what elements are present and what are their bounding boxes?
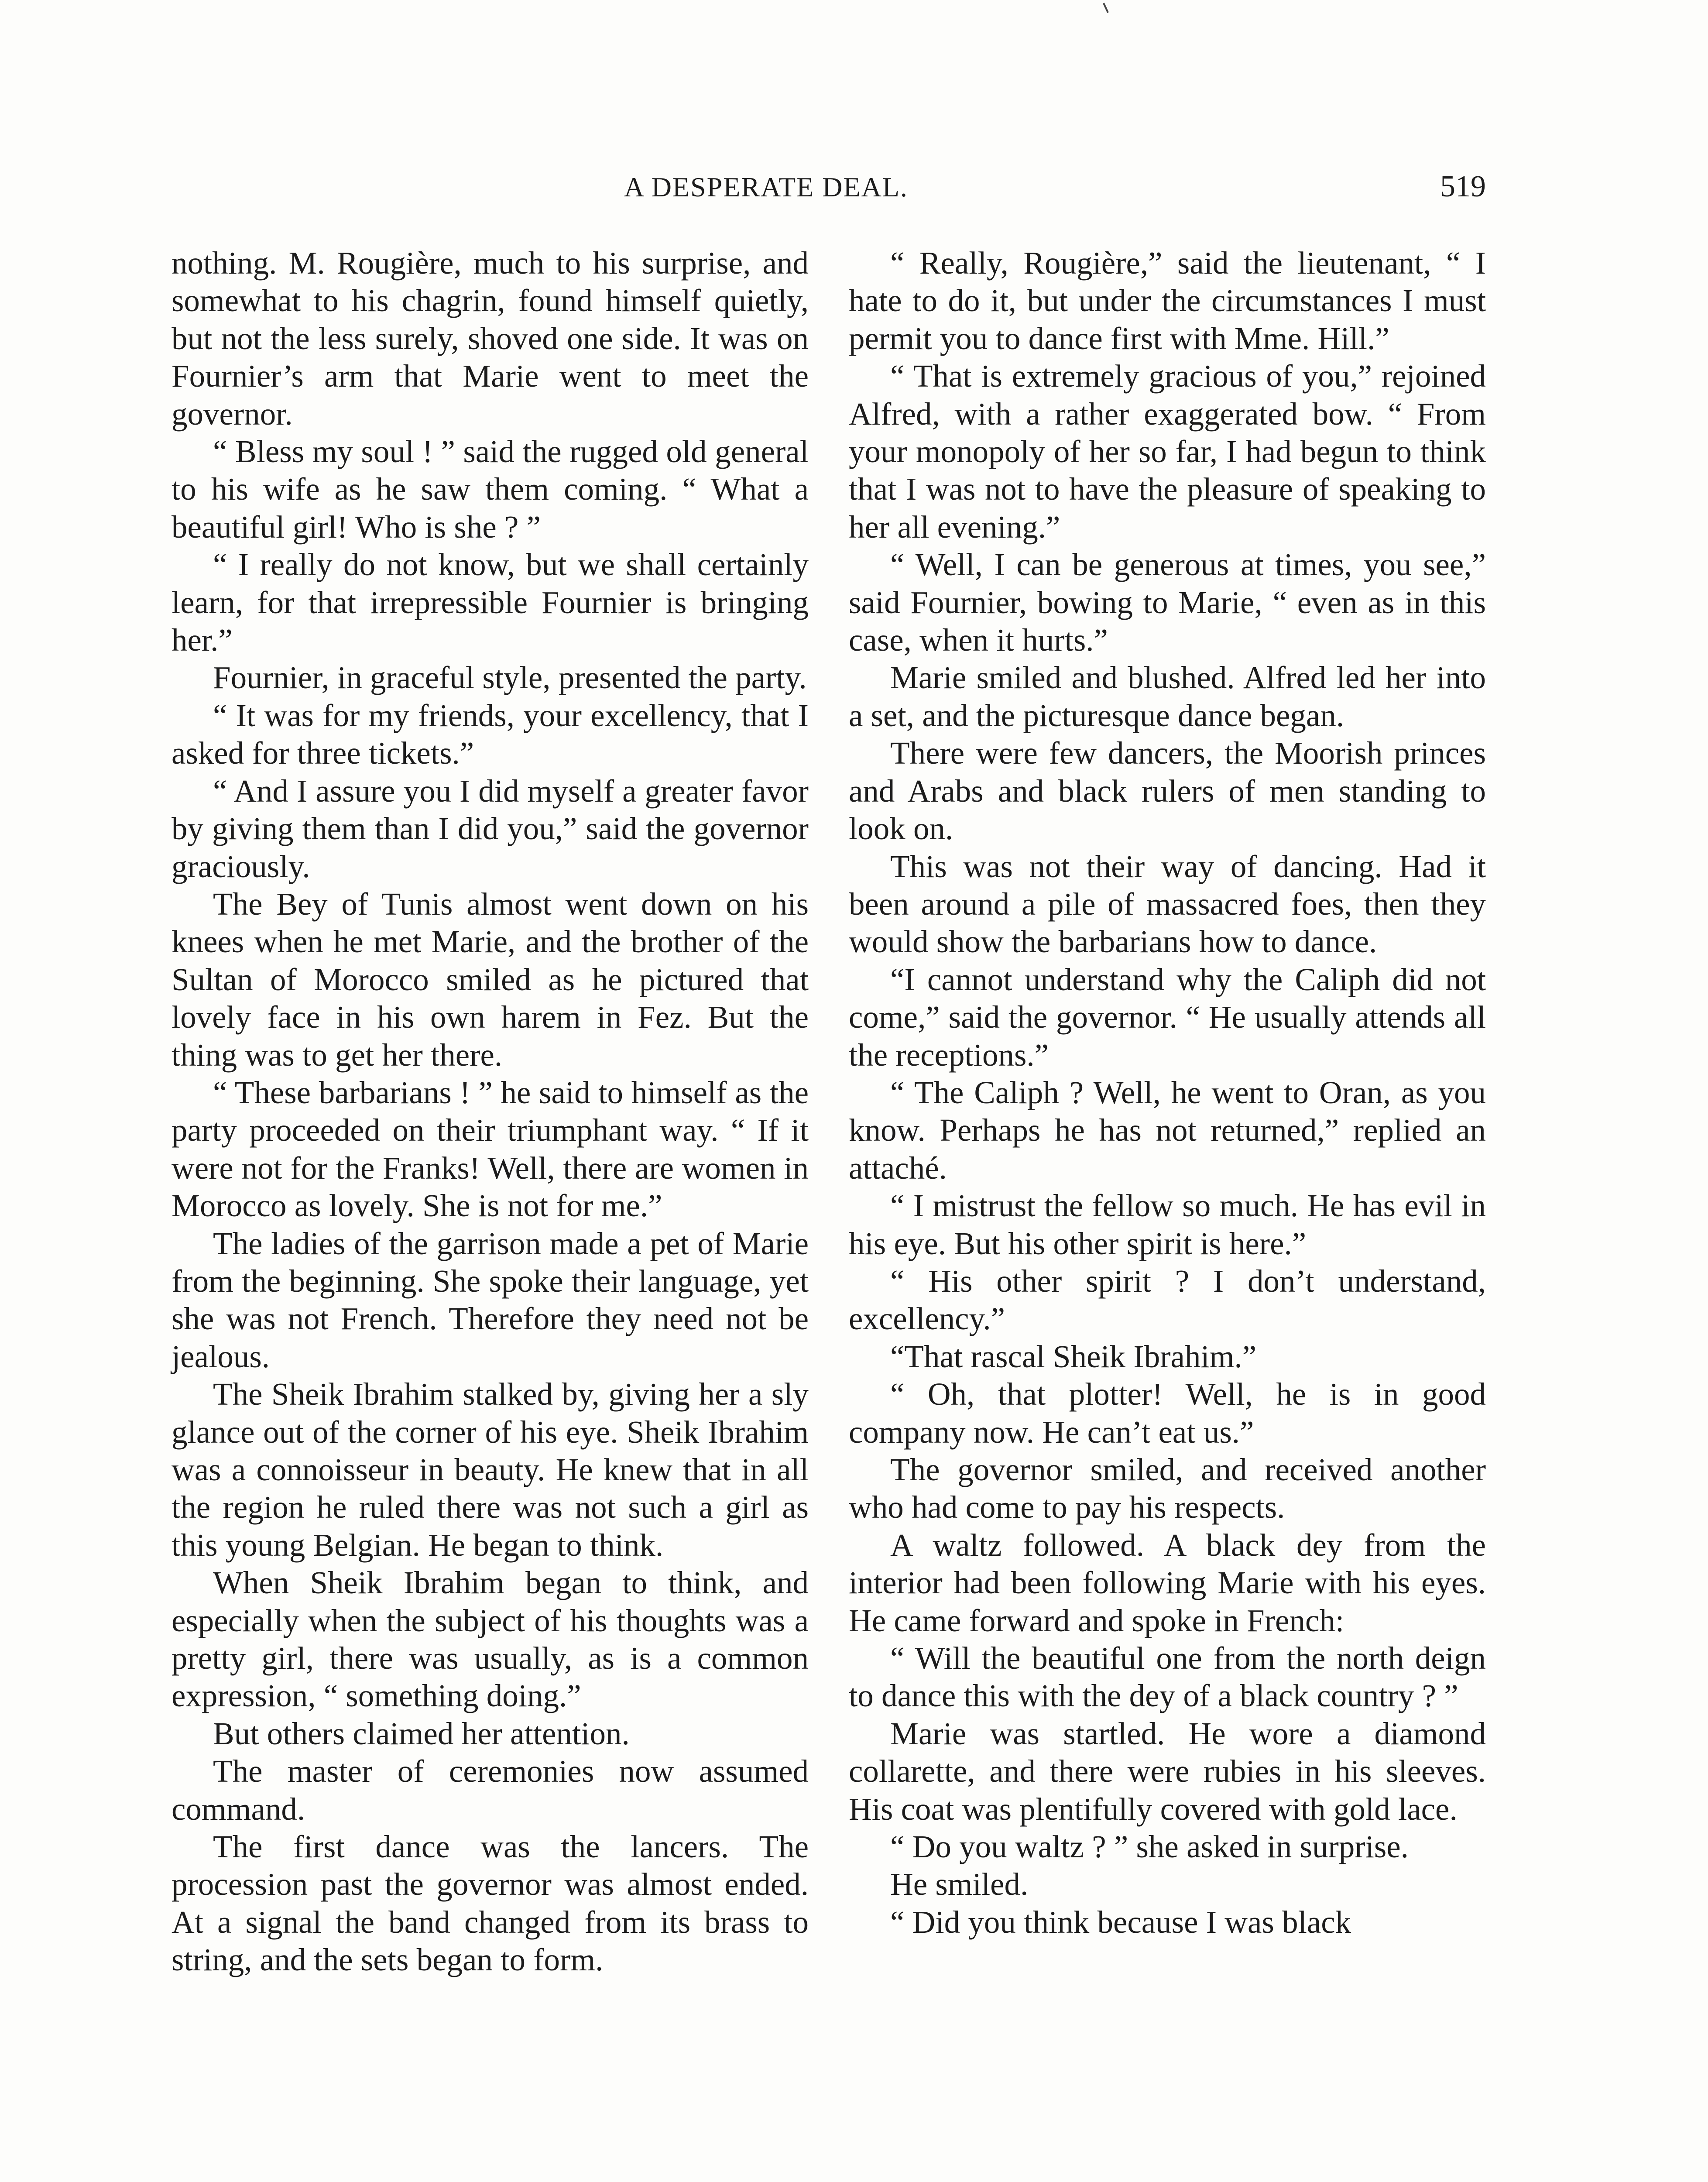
paragraph: “ These barbarians ! ” he said to himself as the party proceeded on their triumphant way. “ If it were not for the Franks! Well, there are women in Morocco as lovely. She is not for me.”: [171, 1074, 809, 1224]
paragraph: “That rascal Sheik Ibrahim.”: [890, 1338, 1257, 1374]
paragraph: There were few dancers, the Moorish princes and Arabs and black rulers of men standing to look on.: [849, 735, 1486, 847]
paragraph: “ Oh, that plotter! Well, he is in good company now. He can’t eat us.”: [849, 1376, 1486, 1450]
paragraph: Fournier, in graceful style, presented the party.: [213, 660, 807, 696]
paragraph: Marie smiled and blushed. Alfred led her into a set, and the picturesque dance began.: [849, 660, 1486, 733]
paragraph: “ I really do not know, but we shall certainly learn, for that irrepressible Fournier is bringing her.”: [171, 547, 809, 658]
paragraph: The Sheik Ibrahim stalked by, giving her a sly glance out of the corner of his eye. Sheik Ibrahim was a connoisseur in beauty. He knew that in all the region he ruled there was not such a girl as this young Belgian. He began to think.: [171, 1376, 809, 1563]
paragraph: The ladies of the garrison made a pet of Marie from the beginning. She spoke their language, yet she was not French. Therefore they need not be jealous.: [171, 1225, 809, 1374]
paragraph: “ And I assure you I did myself a greater favor by giving them than I did you,” said the governor graciously.: [171, 773, 809, 884]
paragraph: But others claimed her attention.: [213, 1715, 630, 1751]
paragraph: This was not their way of dancing. Had it been around a pile of massacred foes, then they would show the barbarians how to dance.: [849, 848, 1486, 960]
paragraph: “ Bless my soul ! ” said the rugged old general to his wife as he saw them coming. “ What a beautiful girl! Who is she ? ”: [171, 434, 809, 545]
paragraph: “ It was for my friends, your excellency, that I asked for three tickets.”: [171, 697, 809, 771]
paragraph: The first dance was the lancers. The procession past the governor was almost ended. At a signal the band changed from its brass to string, and the sets began to form.: [171, 1829, 809, 1978]
paragraph: “ Do you waltz ? ” she asked in surprise.: [890, 1829, 1409, 1865]
paragraph: “ The Caliph ? Well, he went to Oran, as you know. Perhaps he has not returned,” replied an attaché.: [849, 1074, 1486, 1186]
paragraph: “ Will the beautiful one from the north deign to dance this with the dey of a black country ? ”: [849, 1640, 1486, 1714]
paragraph: “ Well, I can be generous at times, you see,” said Fournier, bowing to Marie, “ even as in this case, when it hurts.”: [849, 547, 1486, 658]
paragraph: Marie was startled. He wore a diamond collarette, and there were rubies in his sleeves. His coat was plentifully covered with gold lace.: [849, 1715, 1486, 1827]
left-text-column: [171, 244, 809, 1979]
paragraph: “ Did you think because I was black: [890, 1904, 1351, 1940]
paragraph: The Bey of Tunis almost went down on his knees when he met Marie, and the brother of the Sultan of Morocco smiled as he pictured that lovely face in his own harem in Fez. But the thing was to get her there.: [171, 886, 809, 1073]
paragraph: “I cannot understand why the Caliph did not come,” said the governor. “ He usually attends all the receptions.”: [849, 961, 1486, 1073]
running-header-title: A DESPERATE DEAL.: [624, 172, 908, 202]
paragraph: “ I mistrust the fellow so much. He has evil in his eye. But his other spirit is here.”: [849, 1188, 1486, 1261]
paragraph: nothing. M. Rougière, much to his surprise, and somewhat to his chagrin, found himself quietly, but not the less surely, shoved one side. It was on Fournier’s arm that Marie went to meet the governor.: [171, 245, 809, 432]
paragraph: “ That is extremely gracious of you,” rejoined Alfred, with a rather exaggerated bow. “ From your monopoly of her so far, I had begun to think that I was not to have the pleasure of speaking to her all evening.”: [849, 358, 1486, 545]
paragraph: “ Really, Rougière,” said the lieutenant, “ I hate to do it, but under the circumstances I must permit you to dance first with Mme. Hill.”: [849, 245, 1486, 356]
paragraph: A waltz followed. A black dey from the interior had been following Marie with his eyes. He came forward and spoke in French:: [849, 1527, 1486, 1638]
scan-mark: [1103, 3, 1109, 13]
paragraph: When Sheik Ibrahim began to think, and especially when the subject of his thoughts was a pretty girl, there was usually, as is a common expression, “ something doing.”: [171, 1565, 809, 1714]
paragraph: The master of ceremonies now assumed command.: [171, 1753, 809, 1827]
paragraph: “ His other spirit ? I don’t understand, excellency.”: [849, 1263, 1486, 1337]
page-number: 519: [1440, 170, 1486, 203]
paragraph: He smiled.: [890, 1866, 1029, 1902]
right-text-column: [849, 244, 1486, 1941]
paragraph: The governor smiled, and received another who had come to pay his respects.: [849, 1452, 1486, 1525]
